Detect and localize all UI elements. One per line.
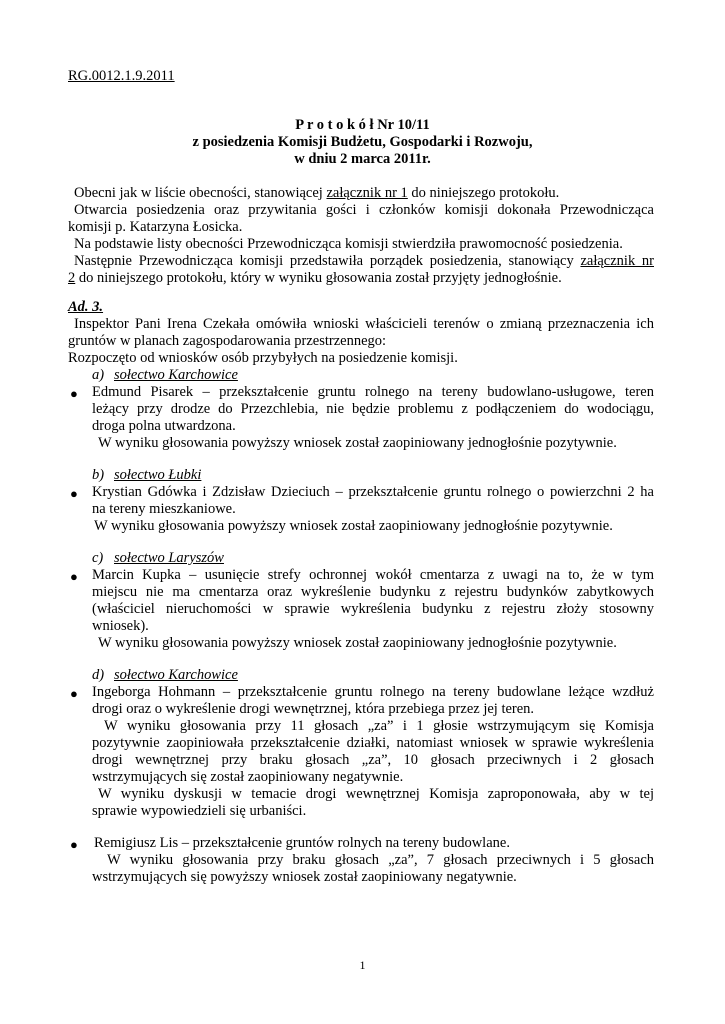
bullet-icon: ● bbox=[70, 569, 78, 584]
intro-text: do niniejszego protokołu, który w wyniku głosowania został przyjęty jednogłośnie. bbox=[75, 270, 562, 286]
item-b-line-2: na tereny mieszkaniowe. bbox=[92, 501, 236, 517]
intro-paragraph-4-line-1 bbox=[74, 253, 654, 270]
subsection-a-label: a) bbox=[92, 367, 105, 383]
title-line-3: w dniu 2 marca 2011r. bbox=[294, 151, 431, 167]
section-heading-ad3: Ad. 3. bbox=[68, 299, 104, 315]
title-line-2: z posiedzenia Komisji Budżetu, Gospodarki i Rozwoju, bbox=[192, 134, 533, 150]
item-c-line-1: Marcin Kupka – usunięcie strefy ochronnej wokół cmentarza z uwagi na to, że w tym bbox=[92, 567, 654, 583]
item-a-line-1: Edmund Pisarek – przekształcenie gruntu rolnego na tereny budowlano-usługowe, teren bbox=[92, 384, 654, 400]
ad3-line-3: Rozpoczęto od wniosków osób przybyłych na posiedzenie komisji. bbox=[68, 350, 458, 366]
intro-text: do niniejszego protokołu. bbox=[407, 185, 560, 201]
subsection-b-name: sołectwo Łubki bbox=[114, 467, 202, 483]
document-reference: RG.0012.1.9.2011 bbox=[68, 68, 175, 84]
title-line-1: P r o t o k ó ł Nr 10/11 bbox=[295, 117, 430, 133]
attachment-1-reference: załącznik nr 1 bbox=[326, 185, 408, 201]
item-b-vote: W wyniku głosowania powyższy wniosek został zaopiniowany jednogłośnie pozytywnie. bbox=[94, 518, 613, 534]
bullet-icon: ● bbox=[70, 386, 78, 401]
item-d-vote-line-1: W wyniku głosowania przy 11 głosach „za” i 1 głosie wstrzymującym się Komisja bbox=[104, 718, 654, 734]
ad3-line-2: gruntów w planach zagospodarowania przestrzennego: bbox=[68, 333, 387, 349]
item-b-line-1: Krystian Gdówka i Zdzisław Dzieciuch – przekształcenie gruntu rolnego o powierzchni 2 ha bbox=[92, 484, 654, 500]
item-a-line-2: leżący przy drodze do Przezchlebia, nie będzie problemu z podłączeniem do wodociągu, bbox=[92, 401, 654, 417]
item-d-vote-line-4: wstrzymujących się został zaopiniowany negatywnie. bbox=[92, 769, 404, 785]
intro-paragraph-3: Na podstawie listy obecności Przewodnicząca komisji stwierdziła prawomocność posiedzenia. bbox=[74, 236, 623, 252]
item-c-vote: W wyniku głosowania powyższy wniosek został zaopiniowany jednogłośnie pozytywnie. bbox=[98, 635, 617, 651]
subsection-d-label: d) bbox=[92, 667, 105, 683]
item-d-line-1: Ingeborga Hohmann – przekształcenie gruntu rolnego na tereny budowlane leżące wzdłuż bbox=[92, 684, 654, 700]
item-c-line-3: (właściciel nieruchomości w sprawie wykreślenia budynku z rejestru złoży stosowny bbox=[92, 601, 654, 617]
bullet-icon: ● bbox=[70, 837, 78, 852]
attachment-2-reference: załącznik nr bbox=[580, 253, 654, 269]
item-a-line-3: droga polna utwardzona. bbox=[92, 418, 236, 434]
intro-text: Następnie Przewodnicząca komisji przedstawiła porządek posiedzenia, stanowiący bbox=[74, 253, 581, 269]
item-e-vote-line-1: W wyniku głosowania przy braku głosach „za”, 7 głosach przeciwnych i 5 głosach bbox=[107, 852, 654, 868]
intro-text: Obecni jak w liście obecności, stanowiącej bbox=[74, 185, 327, 201]
item-c-line-4: wniosek). bbox=[92, 618, 149, 634]
attachment-2-reference-cont: 2 bbox=[68, 270, 76, 286]
item-c-line-2: miejscu nie ma cmentarza oraz wykreślenie budynku z rejestru budynków zabytkowych bbox=[92, 584, 654, 600]
item-d-vote-line-3: drogi wewnętrznej przy braku głosach „za”, 10 głosach przeciwnych i 2 głosach bbox=[92, 752, 654, 768]
intro-paragraph-2-line-1: Otwarcia posiedzenia oraz przywitania gości i członków komisji dokonała Przewodnicząca bbox=[74, 202, 654, 218]
item-d-line-2: drogi oraz o wykreślenie drogi wewnętrznej, która przebiega przez jej teren. bbox=[92, 701, 535, 717]
item-d-vote-line-2: pozytywnie zaopiniowała przekształcenie działki, natomiast wniosek w sprawie wykreślenia bbox=[92, 735, 654, 751]
item-d-discussion-line-1: W wyniku dyskusji w temacie drogi wewnętrznej Komisja zaproponowała, aby w tej bbox=[98, 786, 654, 802]
bullet-icon: ● bbox=[70, 686, 78, 701]
subsection-c-label: c) bbox=[92, 550, 104, 566]
subsection-c-name: sołectwo Laryszów bbox=[114, 550, 224, 566]
item-a-vote: W wyniku głosowania powyższy wniosek został zaopiniowany jednogłośnie pozytywnie. bbox=[98, 435, 617, 451]
intro-paragraph-2-line-2: komisji p. Katarzyna Łosicka. bbox=[68, 219, 243, 235]
ad3-line-1: Inspektor Pani Irena Czekała omówiła wnioski właścicieli terenów o zmianą przeznaczenia ich bbox=[74, 316, 654, 332]
subsection-b-label: b) bbox=[92, 467, 105, 483]
page-number: 1 bbox=[359, 958, 366, 972]
bullet-icon: ● bbox=[70, 486, 78, 501]
intro-paragraph-1 bbox=[74, 185, 559, 202]
subsection-d-name: sołectwo Karchowice bbox=[114, 667, 238, 683]
intro-paragraph-4-line-2 bbox=[68, 270, 562, 287]
item-e-vote-line-2: wstrzymujących się powyższy wniosek został zaopiniowany negatywnie. bbox=[92, 869, 517, 885]
item-d-discussion-line-2: sprawie wypowiedzieli się urbaniści. bbox=[92, 803, 307, 819]
item-e-line-1: Remigiusz Lis – przekształcenie gruntów rolnych na tereny budowlane. bbox=[94, 835, 510, 851]
subsection-a-name: sołectwo Karchowice bbox=[114, 367, 238, 383]
